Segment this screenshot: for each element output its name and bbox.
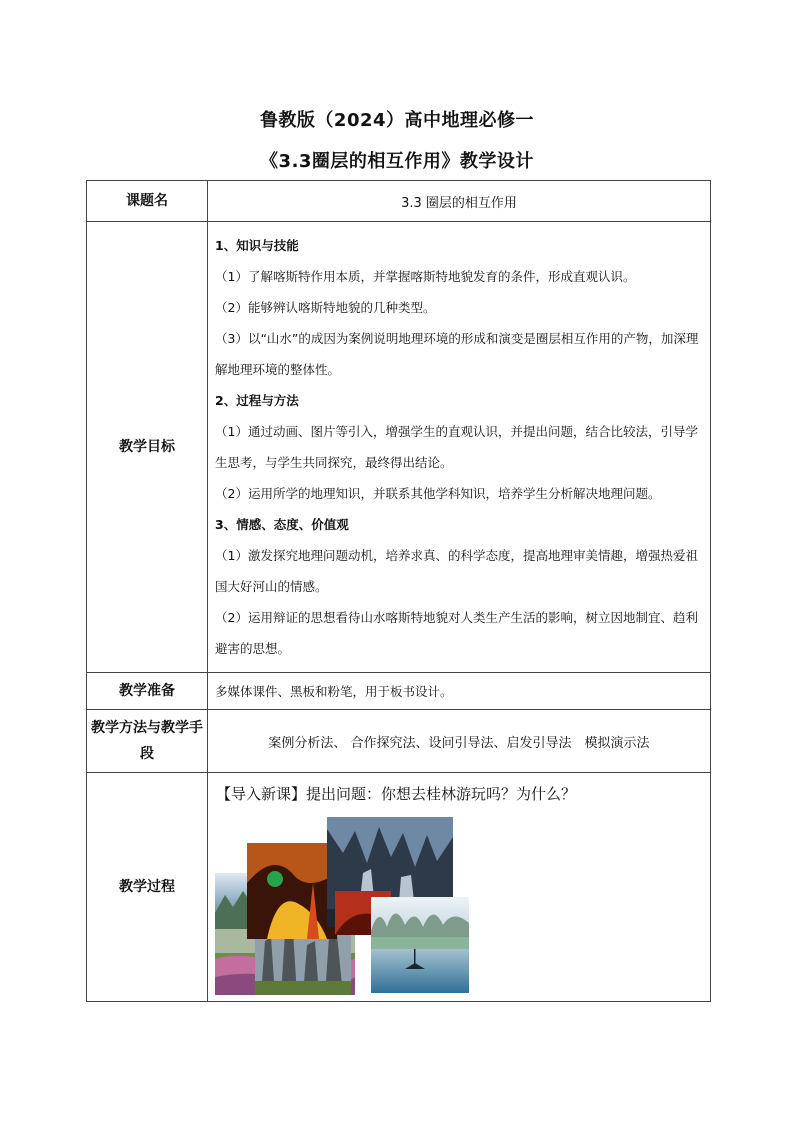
goal-section-heading: 2、过程与方法 bbox=[215, 393, 299, 408]
prep-value: 多媒体课件、黑板和粉笔，用于板书设计。 bbox=[208, 673, 711, 710]
topic-value: 3.3 圈层的相互作用 bbox=[208, 181, 711, 222]
goal-item: （3）以“山水”的成因为案例说明地理环境的形成和演变是圈层相互作用的产物，加深理解地理环境的整体性。 bbox=[215, 331, 699, 377]
method-label: 教学方法与教学手段 bbox=[87, 710, 208, 773]
lesson-plan-table bbox=[86, 180, 711, 1002]
process-intro: 【导入新课】提出问题：你想去桂林游玩吗？为什么？ bbox=[216, 785, 577, 803]
goal-item: （1）通过动画、图片等引入，增强学生的直观认识，并提出问题，结合比较法，引导学生思考，与学生共同探究，最终得出结论。 bbox=[215, 424, 698, 470]
karst-photo-collage bbox=[215, 817, 469, 995]
goal-section-heading: 1、知识与技能 bbox=[215, 238, 299, 253]
goal-item: （1）了解喀斯特作用本质，并掌握喀斯特地貌发育的条件，形成直观认识。 bbox=[215, 269, 636, 284]
goal-item: （2）运用辩证的思想看待山水喀斯特地貌对人类生产生活的影响，树立因地制宜、趋利避害的思想。 bbox=[215, 610, 698, 656]
goals-label: 教学目标 bbox=[87, 222, 208, 673]
process-cell bbox=[208, 773, 711, 1002]
guilin-river-photo bbox=[371, 897, 469, 993]
prep-label: 教学准备 bbox=[87, 673, 208, 710]
document-title-line1: 鲁教版（2024）高中地理必修一 bbox=[259, 110, 535, 131]
table-row-prep bbox=[87, 673, 711, 710]
topic-label: 课题名 bbox=[87, 181, 208, 222]
cave-lights-photo bbox=[247, 843, 337, 939]
goal-item: （1）激发探究地理问题动机，培养求真、的科学态度，提高地理审美情趣，增强热爱祖国大好河山的情感。 bbox=[215, 548, 698, 594]
goals-list bbox=[208, 222, 710, 672]
goal-item: （2）能够辨认喀斯特地貌的几种类型。 bbox=[215, 300, 436, 315]
document-title-line2: 《3.3圈层的相互作用》教学设计 bbox=[260, 151, 534, 172]
table-row-goals bbox=[87, 222, 711, 673]
table-row-method bbox=[87, 710, 711, 773]
goal-section-heading: 3、情感、态度、价值观 bbox=[215, 517, 349, 532]
table-row-topic bbox=[87, 181, 711, 222]
method-value: 案例分析法、 合作探究法、设问引导法、启发引导法 模拟演示法 bbox=[208, 710, 711, 773]
goal-item: （2）运用所学的地理知识，并联系其他学科知识，培养学生分析解决地理问题。 bbox=[215, 486, 661, 501]
process-label: 教学过程 bbox=[87, 773, 208, 1002]
table-row-process bbox=[87, 773, 711, 1002]
goals-cell bbox=[208, 222, 711, 673]
